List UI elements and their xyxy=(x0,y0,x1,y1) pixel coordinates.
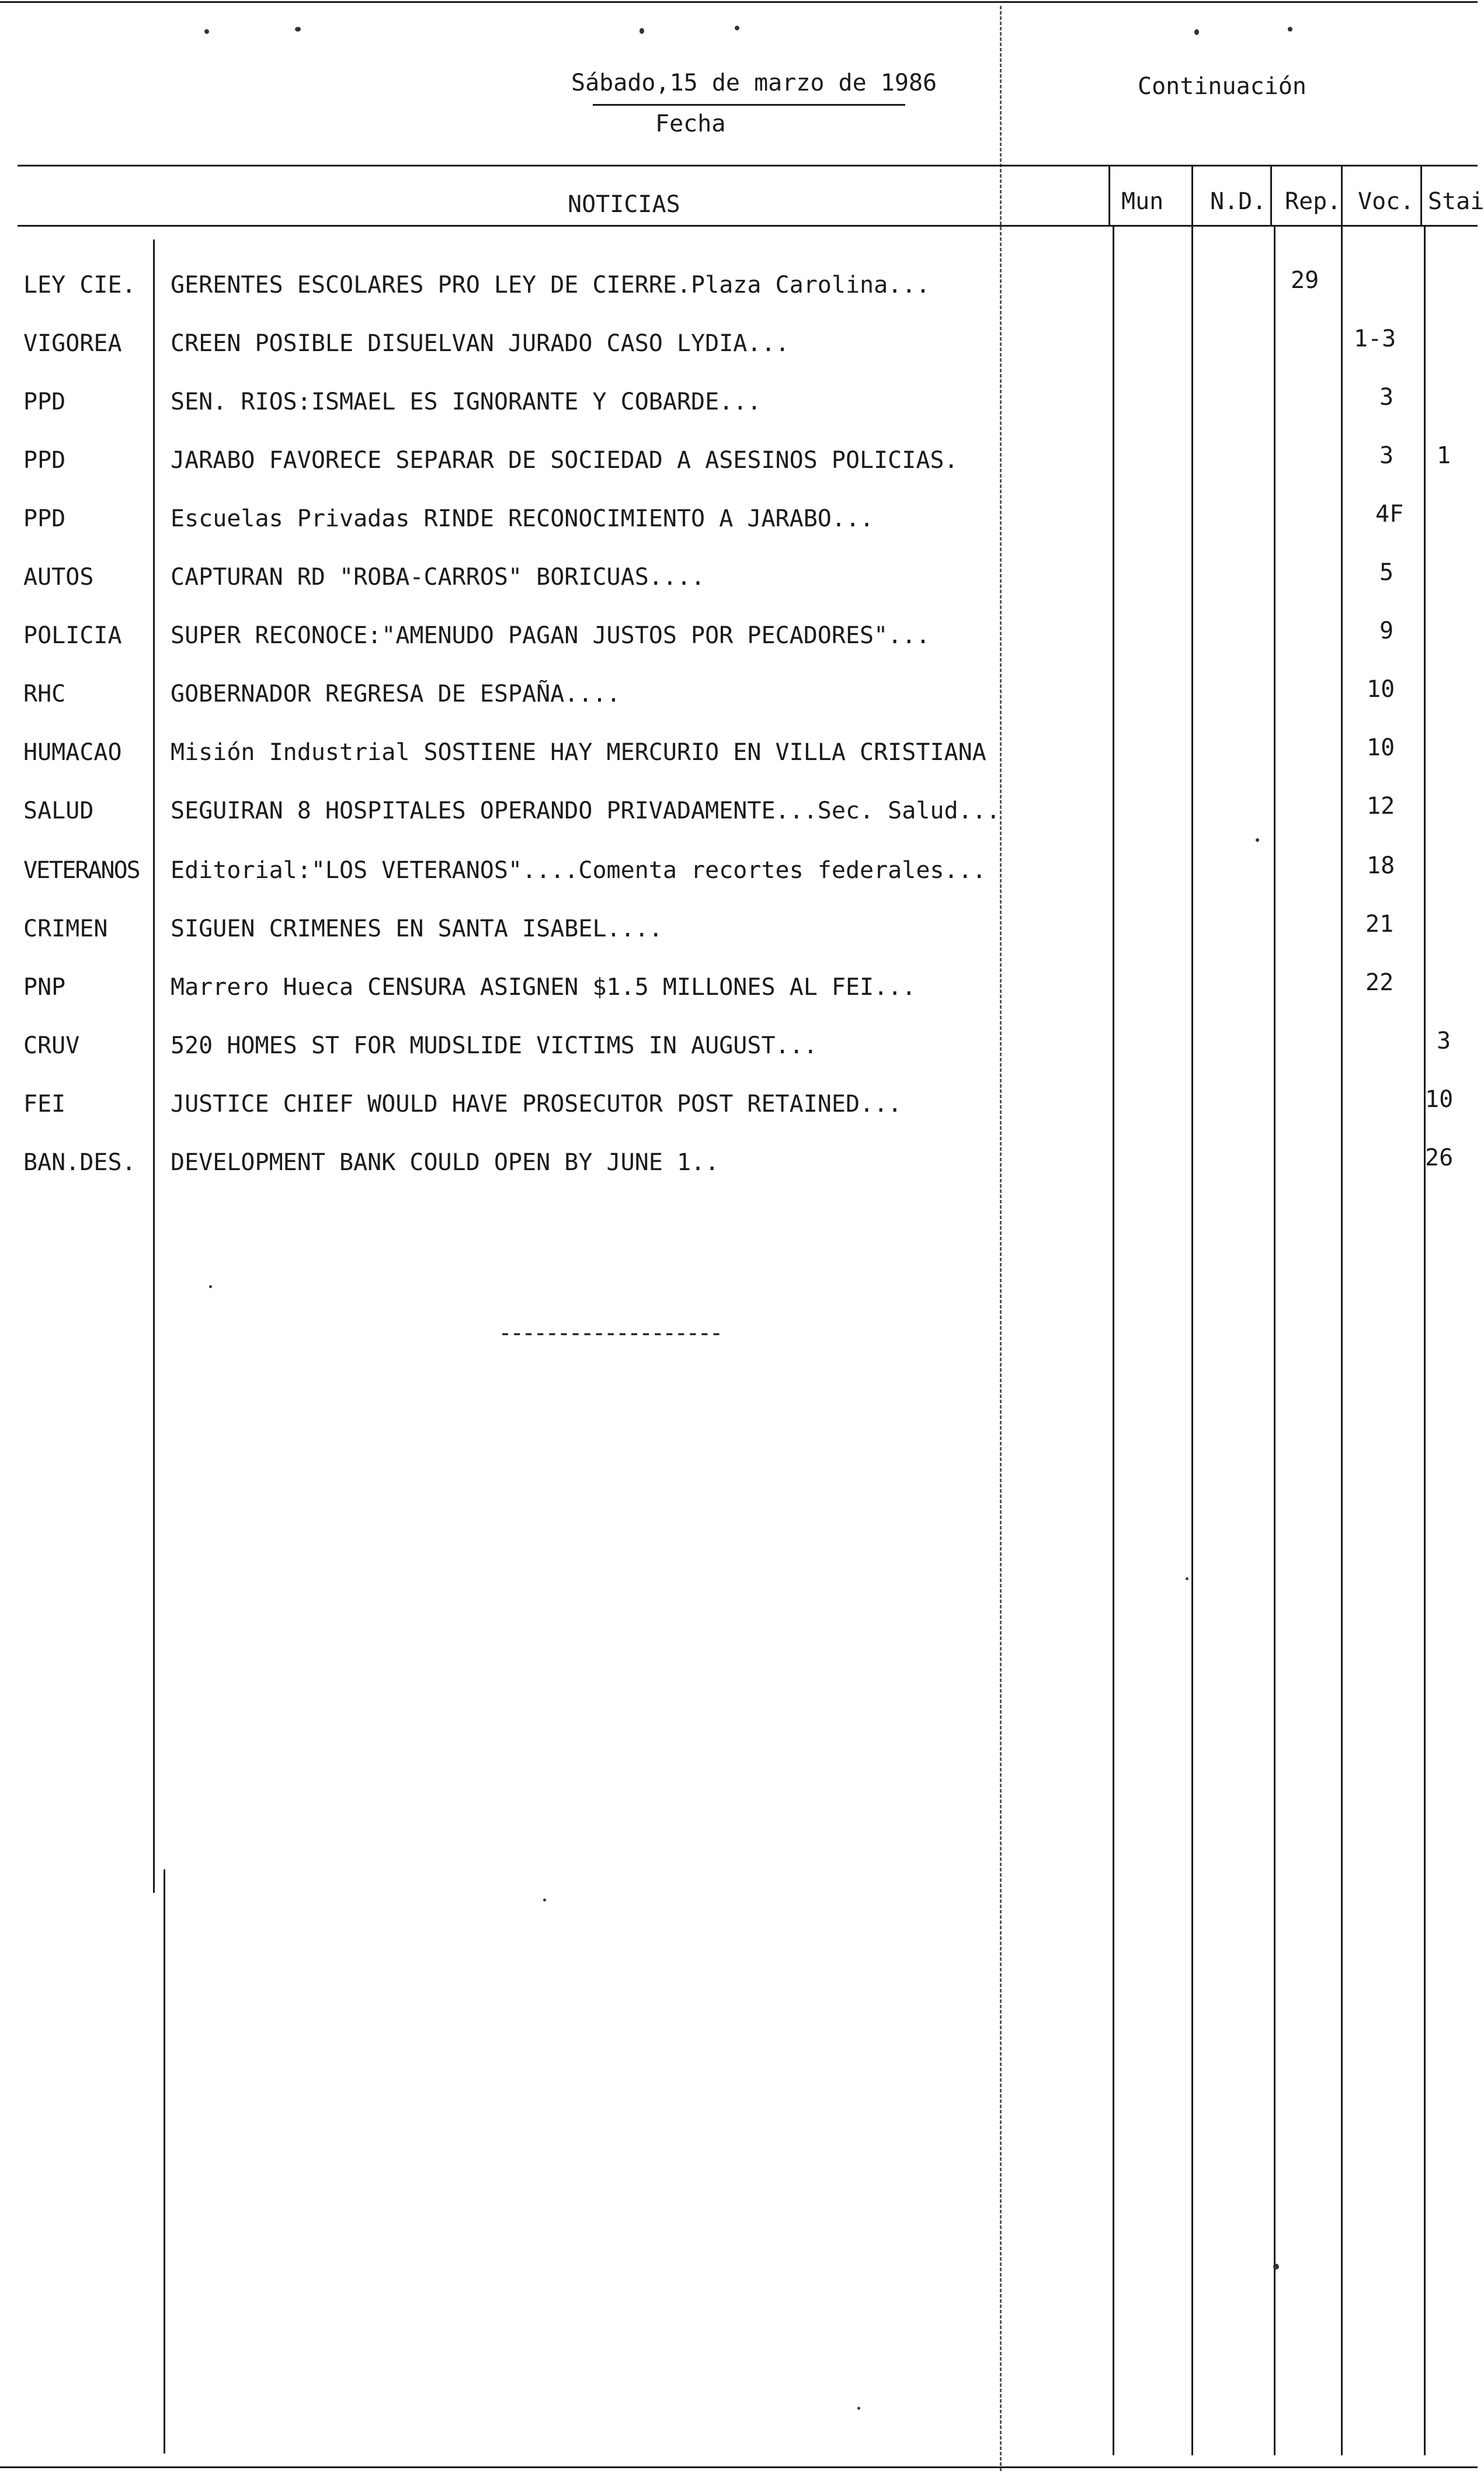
header-bottom-rule xyxy=(18,225,1478,227)
row-star: 3 xyxy=(1437,1028,1451,1054)
stray-mark xyxy=(209,1285,212,1288)
category-divider xyxy=(164,1869,165,2454)
row-voc: 4F xyxy=(1375,501,1404,528)
header-divider xyxy=(1420,165,1422,226)
row-headline: GERENTES ESCOLARES PRO LEY DE CIERRE.Plaza Carolina... xyxy=(171,272,930,299)
stray-mark xyxy=(204,29,209,34)
row-headline: CREEN POSIBLE DISUELVAN JURADO CASO LYDIA... xyxy=(171,330,790,357)
stray-mark xyxy=(735,26,739,30)
row-category: SALUD xyxy=(23,797,94,824)
stray-mark xyxy=(640,28,644,34)
row-voc: 21 xyxy=(1365,911,1394,938)
row-voc: 3 xyxy=(1379,442,1394,469)
footer-rule: ------------------- xyxy=(498,1320,721,1347)
date-text: Sábado,15 de marzo de 1986 xyxy=(571,70,937,96)
row-headline: Marrero Hueca CENSURA ASIGNEN $1.5 MILLONES AL FEI... xyxy=(171,974,916,1001)
header-divider xyxy=(1108,165,1110,226)
row-star: 26 xyxy=(1425,1144,1454,1171)
stray-mark xyxy=(1256,838,1259,842)
row-star: 10 xyxy=(1425,1086,1454,1113)
row-headline: JARABO FAVORECE SEPARAR DE SOCIEDAD A ASESINOS POLICIAS. xyxy=(171,447,958,474)
row-headline: Misión Industrial SOSTIENE HAY MERCURIO EN VILLA CRISTIANA xyxy=(171,739,986,766)
row-voc: 18 xyxy=(1367,852,1395,879)
row-headline: SEGUIRAN 8 HOSPITALES OPERANDO PRIVADAMENTE...Sec. Salud... xyxy=(171,797,1000,824)
stray-mark xyxy=(1194,29,1199,35)
column-header-voc: Voc. xyxy=(1358,188,1415,215)
row-category: VETERANOS xyxy=(23,857,140,884)
row-headline: CAPTURAN RD "ROBA-CARROS" BORICUAS.... xyxy=(171,564,705,591)
body-divider xyxy=(1113,227,1114,2455)
row-voc: 22 xyxy=(1365,969,1394,996)
row-voc: 9 xyxy=(1379,617,1394,644)
row-category: PPD xyxy=(23,447,66,474)
header-divider xyxy=(1341,165,1343,226)
row-headline: Escuelas Privadas RINDE RECONOCIMIENTO A JARABO... xyxy=(171,505,874,532)
row-category: AUTOS xyxy=(23,564,94,591)
row-headline: 520 HOMES ST FOR MUDSLIDE VICTIMS IN AUGUST... xyxy=(171,1032,818,1059)
top-border xyxy=(0,1,1478,3)
header-top-rule xyxy=(18,165,1478,166)
column-header-star: Stai xyxy=(1428,188,1484,215)
row-voc: 3 xyxy=(1379,384,1394,411)
stray-mark xyxy=(295,27,301,32)
body-divider xyxy=(1191,227,1193,2455)
continuation-label: Continuación xyxy=(1138,73,1306,100)
stray-mark xyxy=(543,1899,546,1902)
row-category: VIGOREA xyxy=(23,330,122,357)
body-divider xyxy=(1424,227,1426,2455)
stray-mark xyxy=(857,2407,860,2410)
row-headline: JUSTICE CHIEF WOULD HAVE PROSECUTOR POST RETAINED... xyxy=(171,1091,902,1118)
row-category: CRUV xyxy=(23,1032,80,1059)
header-divider xyxy=(1270,165,1272,226)
fold-line xyxy=(1000,6,1003,2471)
bottom-rule xyxy=(0,2466,1478,2468)
row-headline: GOBERNADOR REGRESA DE ESPAÑA.... xyxy=(171,681,621,707)
row-category: LEY CIE. xyxy=(23,272,136,299)
column-header-nd: N.D. xyxy=(1210,188,1267,215)
row-voc: 5 xyxy=(1379,559,1394,586)
row-voc: 12 xyxy=(1367,793,1395,820)
row-star: 1 xyxy=(1437,442,1451,469)
column-header-mun: Mun xyxy=(1121,188,1164,215)
row-category: POLICIA xyxy=(23,622,122,649)
row-category: BAN.DES. xyxy=(23,1149,136,1176)
stray-mark xyxy=(1273,2264,1279,2270)
row-voc: 10 xyxy=(1367,676,1395,703)
body-divider xyxy=(1341,227,1343,2455)
date-underline xyxy=(593,104,905,106)
category-divider xyxy=(153,240,155,1893)
row-voc: 10 xyxy=(1367,734,1395,761)
row-headline: DEVELOPMENT BANK COULD OPEN BY JUNE 1.. xyxy=(171,1149,720,1176)
row-headline: SIGUEN CRIMENES EN SANTA ISABEL.... xyxy=(171,915,663,942)
row-category: PPD xyxy=(23,505,66,532)
row-headline: Editorial:"LOS VETERANOS"....Comenta recortes federales... xyxy=(171,857,986,884)
row-headline: SUPER RECONOCE:"AMENUDO PAGAN JUSTOS POR PECADORES"... xyxy=(171,622,930,649)
header-divider xyxy=(1191,165,1193,226)
date-label: Fecha xyxy=(655,110,726,137)
row-category: PNP xyxy=(23,974,66,1001)
row-rep: 29 xyxy=(1291,267,1319,294)
row-category: CRIMEN xyxy=(23,915,108,942)
body-divider xyxy=(1274,227,1276,2455)
row-headline: SEN. RIOS:ISMAEL ES IGNORANTE Y COBARDE... xyxy=(171,388,762,415)
stray-mark xyxy=(1288,27,1292,32)
row-category: HUMACAO xyxy=(23,739,122,766)
row-voc: 1-3 xyxy=(1354,325,1396,352)
row-category: PPD xyxy=(23,388,66,415)
row-category: RHC xyxy=(23,681,66,707)
column-header-rep: Rep. xyxy=(1285,188,1341,215)
row-category: FEI xyxy=(23,1091,66,1118)
column-header-noticias: NOTICIAS xyxy=(568,191,680,218)
stray-mark xyxy=(1186,1577,1188,1580)
